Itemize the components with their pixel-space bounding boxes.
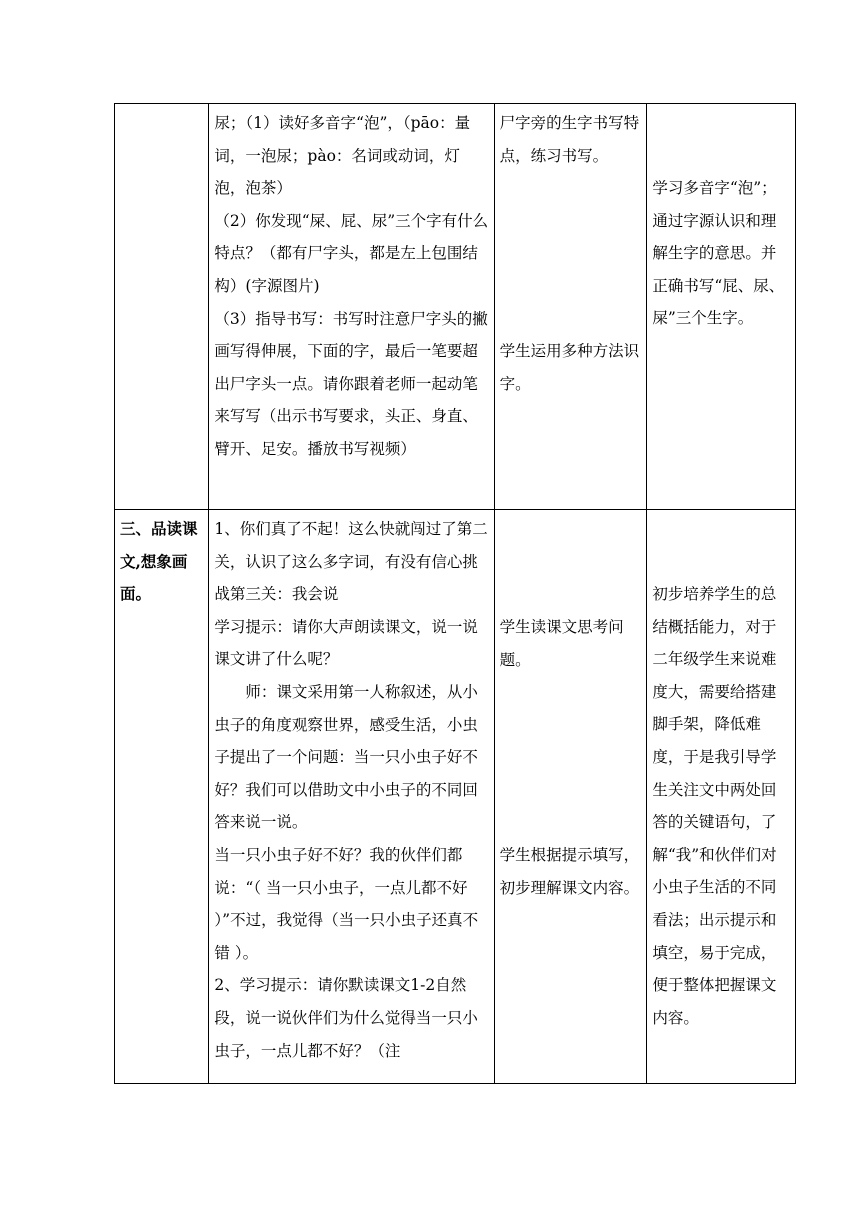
student-activity-cell — [494, 104, 647, 510]
intent-paragraph: 学习多音字“泡”；通过字源认识和理解生字的意思。并正确书写“屁、尿、屎”三个生字。 — [652, 179, 785, 328]
teacher-activity-cell — [209, 104, 494, 510]
stage-title: 三、品读课文,想象画面。 — [120, 519, 198, 604]
student-paragraph: 学生根据提示填写，初步理解课文内容。 — [499, 846, 640, 897]
teacher-activity-cell — [209, 510, 494, 1084]
teacher-paragraph: （2）你发现“屎、屁、尿”三个字有什么特点？（都有尸字头，都是左上包围结构）(字源图片) — [214, 211, 489, 295]
student-activity-cell — [494, 510, 647, 1084]
teacher-paragraph: 师：课文采用第一人称叙述，从小虫子的角度观察世界，感受生活，小虫子提出了一个问题：当一只小虫子好不好？我们可以借助文中小虫子的不同回答来说一说。 — [214, 682, 478, 832]
teacher-paragraph: 2、学习提示：请你默读课文1-2自然段，说一说伙伴们为什么觉得当一只小虫子，一点儿都不好？（注 — [214, 976, 478, 1060]
lesson-plan-table — [114, 103, 796, 1084]
student-paragraph: 尸字旁的生字书写特点，练习书写。 — [499, 114, 640, 165]
teacher-paragraph: 1、你们真了不起！这么快就闯过了第二关，认识了这么多字词，有没有信心挑战第三关：我会说 — [214, 520, 488, 604]
teacher-paragraph: 当一只小虫子好不好？我的伙伴们都说：“（ 当一只小虫子，一点儿都不好 ）”不过，我觉得（当一只小虫子还真不错 ）。 — [214, 845, 479, 962]
design-intent-cell — [647, 104, 796, 510]
student-paragraph: 学生读课文思考问题。 — [499, 618, 624, 669]
teacher-paragraph: 学习提示：请你大声朗读课文，说一说课文讲了什么呢？ — [214, 617, 478, 669]
teacher-paragraph: （3）指导书写：书写时注意尸字头的撇画写得伸展，下面的字，最后一笔要超出尸字头一点。请你跟着老师一起动笔来写写（出示书写要求，头正、身直、臂开、足安。播放书写视频） — [214, 309, 488, 458]
stage-cell — [115, 104, 209, 510]
intent-paragraph: 初步培养学生的总结概括能力，对于二年级学生来说难度大，需要给搭建脚手架，降低难度，于是我引导学生关注文中两处回答的关键语句，了解“我”和伙伴们对小虫子生活的不同看法；出示提示和填空，易于完成，便于整体把握课文内容。 — [652, 585, 777, 1027]
student-paragraph: 学生运用多种方法识字。 — [499, 342, 640, 393]
table-row — [115, 510, 796, 1084]
teacher-paragraph: 尿；（1）读好多音字“泡”，（pāo：量词，一泡尿；pào：名词或动词，灯泡，泡茶） — [214, 114, 471, 198]
table-row — [115, 104, 796, 510]
design-intent-cell — [647, 510, 796, 1084]
stage-cell — [115, 510, 209, 1084]
